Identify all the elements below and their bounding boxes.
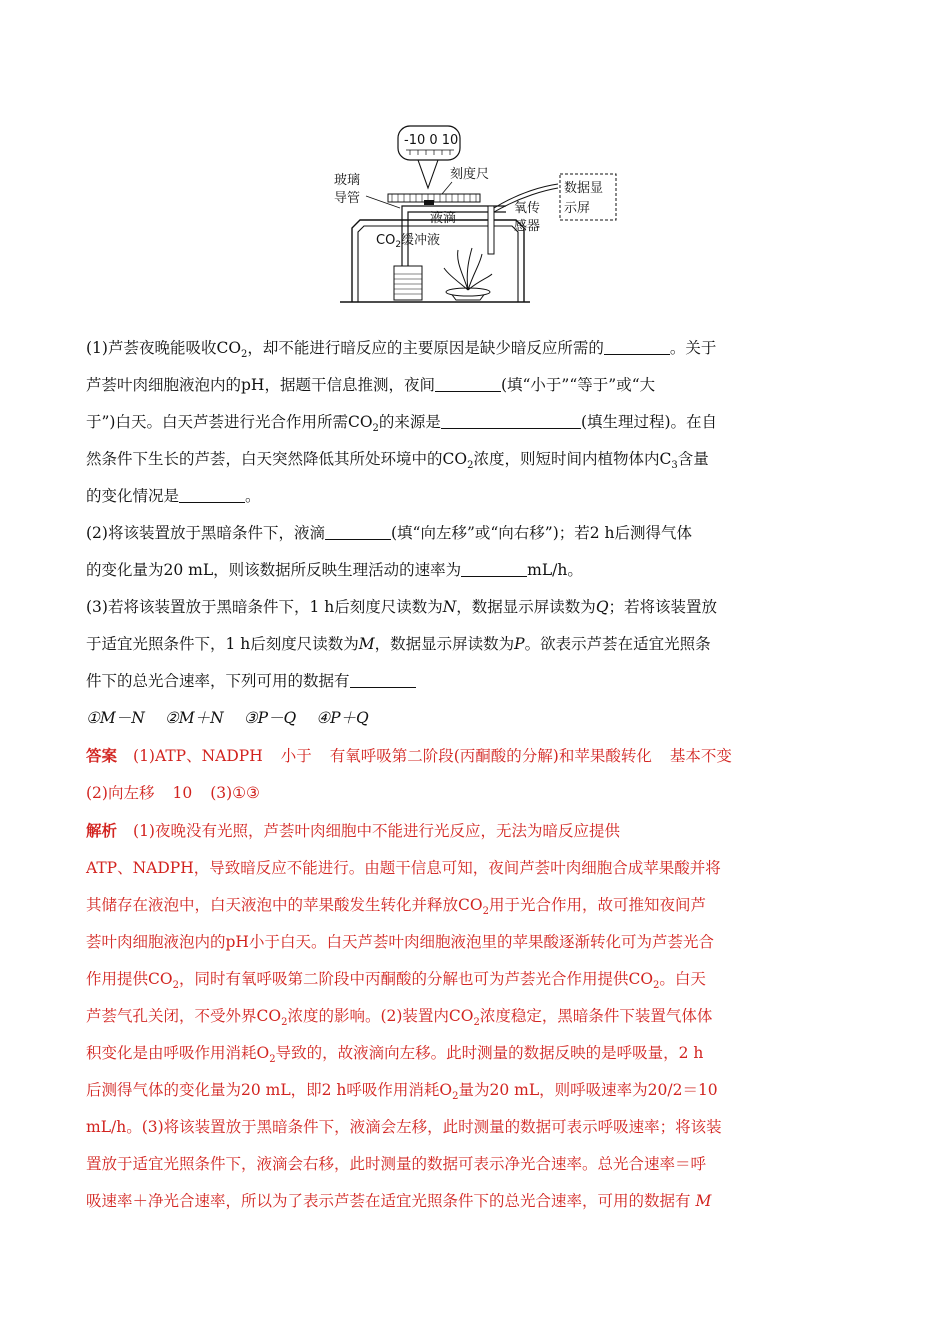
display-label-2: 示屏 xyxy=(564,201,591,216)
options-line xyxy=(86,700,866,737)
ruler-label: 刻度尺 xyxy=(450,167,490,182)
apparatus-diagram xyxy=(330,122,620,312)
analysis-line: mL/h。(3)将该装置放于黑暗条件下，液滴会左移，此时测量的数据可表示呼吸速率；将该装 xyxy=(86,1118,722,1136)
answer-blank[interactable] xyxy=(435,371,501,392)
analysis-line: ATP、NADPH，导致暗反应不能进行。由题干信息可知，夜间芦荟叶肉细胞合成苹果酸并将 xyxy=(86,859,721,877)
analysis-line: 其储存在液泡中，白天液泡中的苹果酸发生转化并释放$CO_2$用于光合作用，故可推知夜间芦 xyxy=(86,896,706,918)
glass-label-1: 玻璃 xyxy=(334,173,361,188)
buffer-label: $CO_2$缓冲液 xyxy=(376,233,441,250)
answer-blank[interactable] xyxy=(350,667,416,688)
analysis-line: 作用提供$CO_2$，同时有氧呼吸第二阶段中丙酮酸的分解也可为芦荟光合作用提供$CO_2$。白天 xyxy=(86,970,706,992)
analysis-line: 荟叶肉细胞液泡内的pH小于白天。白天芦荟叶肉细胞液泡里的苹果酸逐渐转化可为芦荟光合 xyxy=(86,933,714,951)
analysis-label: 解析 xyxy=(86,821,118,840)
answer-blank[interactable] xyxy=(179,482,245,503)
question-line: 然条件下生长的芦荟，白天突然降低其所处环境中的$CO_2$浓度，则短时间内植物体内$C_3$含量 xyxy=(86,450,709,472)
answer-blank[interactable] xyxy=(325,519,391,540)
content xyxy=(86,330,866,1220)
option-4: ④P＋Q xyxy=(316,709,369,727)
answer-label: 答案 xyxy=(86,746,118,765)
option-3: ③P－Q xyxy=(243,709,297,727)
question-block xyxy=(86,330,866,737)
question-line: 于适宜光照条件下，1 h后刻度尺读数为M，数据显示屏读数为P。欲表示芦荟在适宜光照条 xyxy=(86,635,711,653)
question-line: 的变化情况是 。 xyxy=(86,478,866,515)
question-line: 的变化量为20 mL，则该数据所反映生理活动的速率为 mL/h。 xyxy=(86,552,866,589)
analysis-line: 芦荟气孔关闭，不受外界$CO_2$浓度的影响。(2)装置内$CO_2$浓度稳定，黑暗条件下装置气体体 xyxy=(86,1007,713,1029)
analysis-line: 后测得气体的变化量为20 mL，即2 h呼吸作用消耗$O_2$量为20 mL，则呼吸速率为20/2＝10 xyxy=(86,1081,718,1103)
analysis-line: 吸速率＋净光合速率，所以为了表示芦荟在适宜光照条件下的总光合速率，可用的数据有 M xyxy=(86,1192,712,1210)
answer-line: 答案 (1)ATP、NADPH 小于 有氧呼吸第二阶段(丙酮酸的分解)和苹果酸转化 基本不变 xyxy=(86,746,732,765)
option-1: ①M－N xyxy=(86,709,145,727)
answer-block xyxy=(86,737,866,812)
analysis-block xyxy=(86,812,866,1220)
analysis-line: 置放于适宜光照条件下，液滴会右移，此时测量的数据可表示净光合速率。总光合速率＝呼 xyxy=(86,1155,707,1173)
scale-label: -10 0 10 xyxy=(404,133,459,148)
question-line: 件下的总光合速率，下列可用的数据有 xyxy=(86,663,866,700)
answer-blank[interactable] xyxy=(441,408,581,429)
analysis-line: 积变化是由呼吸作用消耗$O_2$导致的，故液滴向左移。此时测量的数据反映的是呼吸量，2 h xyxy=(86,1044,704,1066)
question-line: (1)芦荟夜晚能吸收$CO_2$，却不能进行暗反应的主要原因是缺少暗反应所需的 。关于 xyxy=(86,330,866,367)
apparatus-figure xyxy=(330,122,620,312)
answer-blank[interactable] xyxy=(604,334,670,355)
answer-line: (2)向左移 10 (3)①③ xyxy=(86,784,260,802)
question-line: 芦荟叶肉细胞液泡内的pH，据题干信息推测，夜间 (填“小于”“等于”或“大 xyxy=(86,367,866,404)
answer-blank[interactable] xyxy=(461,556,527,577)
question-line: (3)若将该装置放于黑暗条件下，1 h后刻度尺读数为N，数据显示屏读数为Q；若将该装置放 xyxy=(86,598,718,616)
display-label-1: 数据显 xyxy=(564,181,604,196)
analysis-line: 解析 (1)夜晚没有光照，芦荟叶肉细胞中不能进行光反应，无法为暗反应提供 xyxy=(86,821,620,840)
glass-label-2: 导管 xyxy=(334,191,361,206)
sensor-label-1: 氧传 xyxy=(514,201,541,216)
question-line: (2)将该装置放于黑暗条件下，液滴 (填“向左移”或“向右移”)；若2 h后测得气体 xyxy=(86,515,866,552)
question-line: 于”)白天。白天芦荟进行光合作用所需$CO_2$的来源是 (填生理过程)。在自 xyxy=(86,404,866,441)
sensor-label-2: 感器 xyxy=(514,219,541,234)
option-2: ②M＋N xyxy=(164,709,224,727)
drop-label: 液滴 xyxy=(430,211,457,226)
